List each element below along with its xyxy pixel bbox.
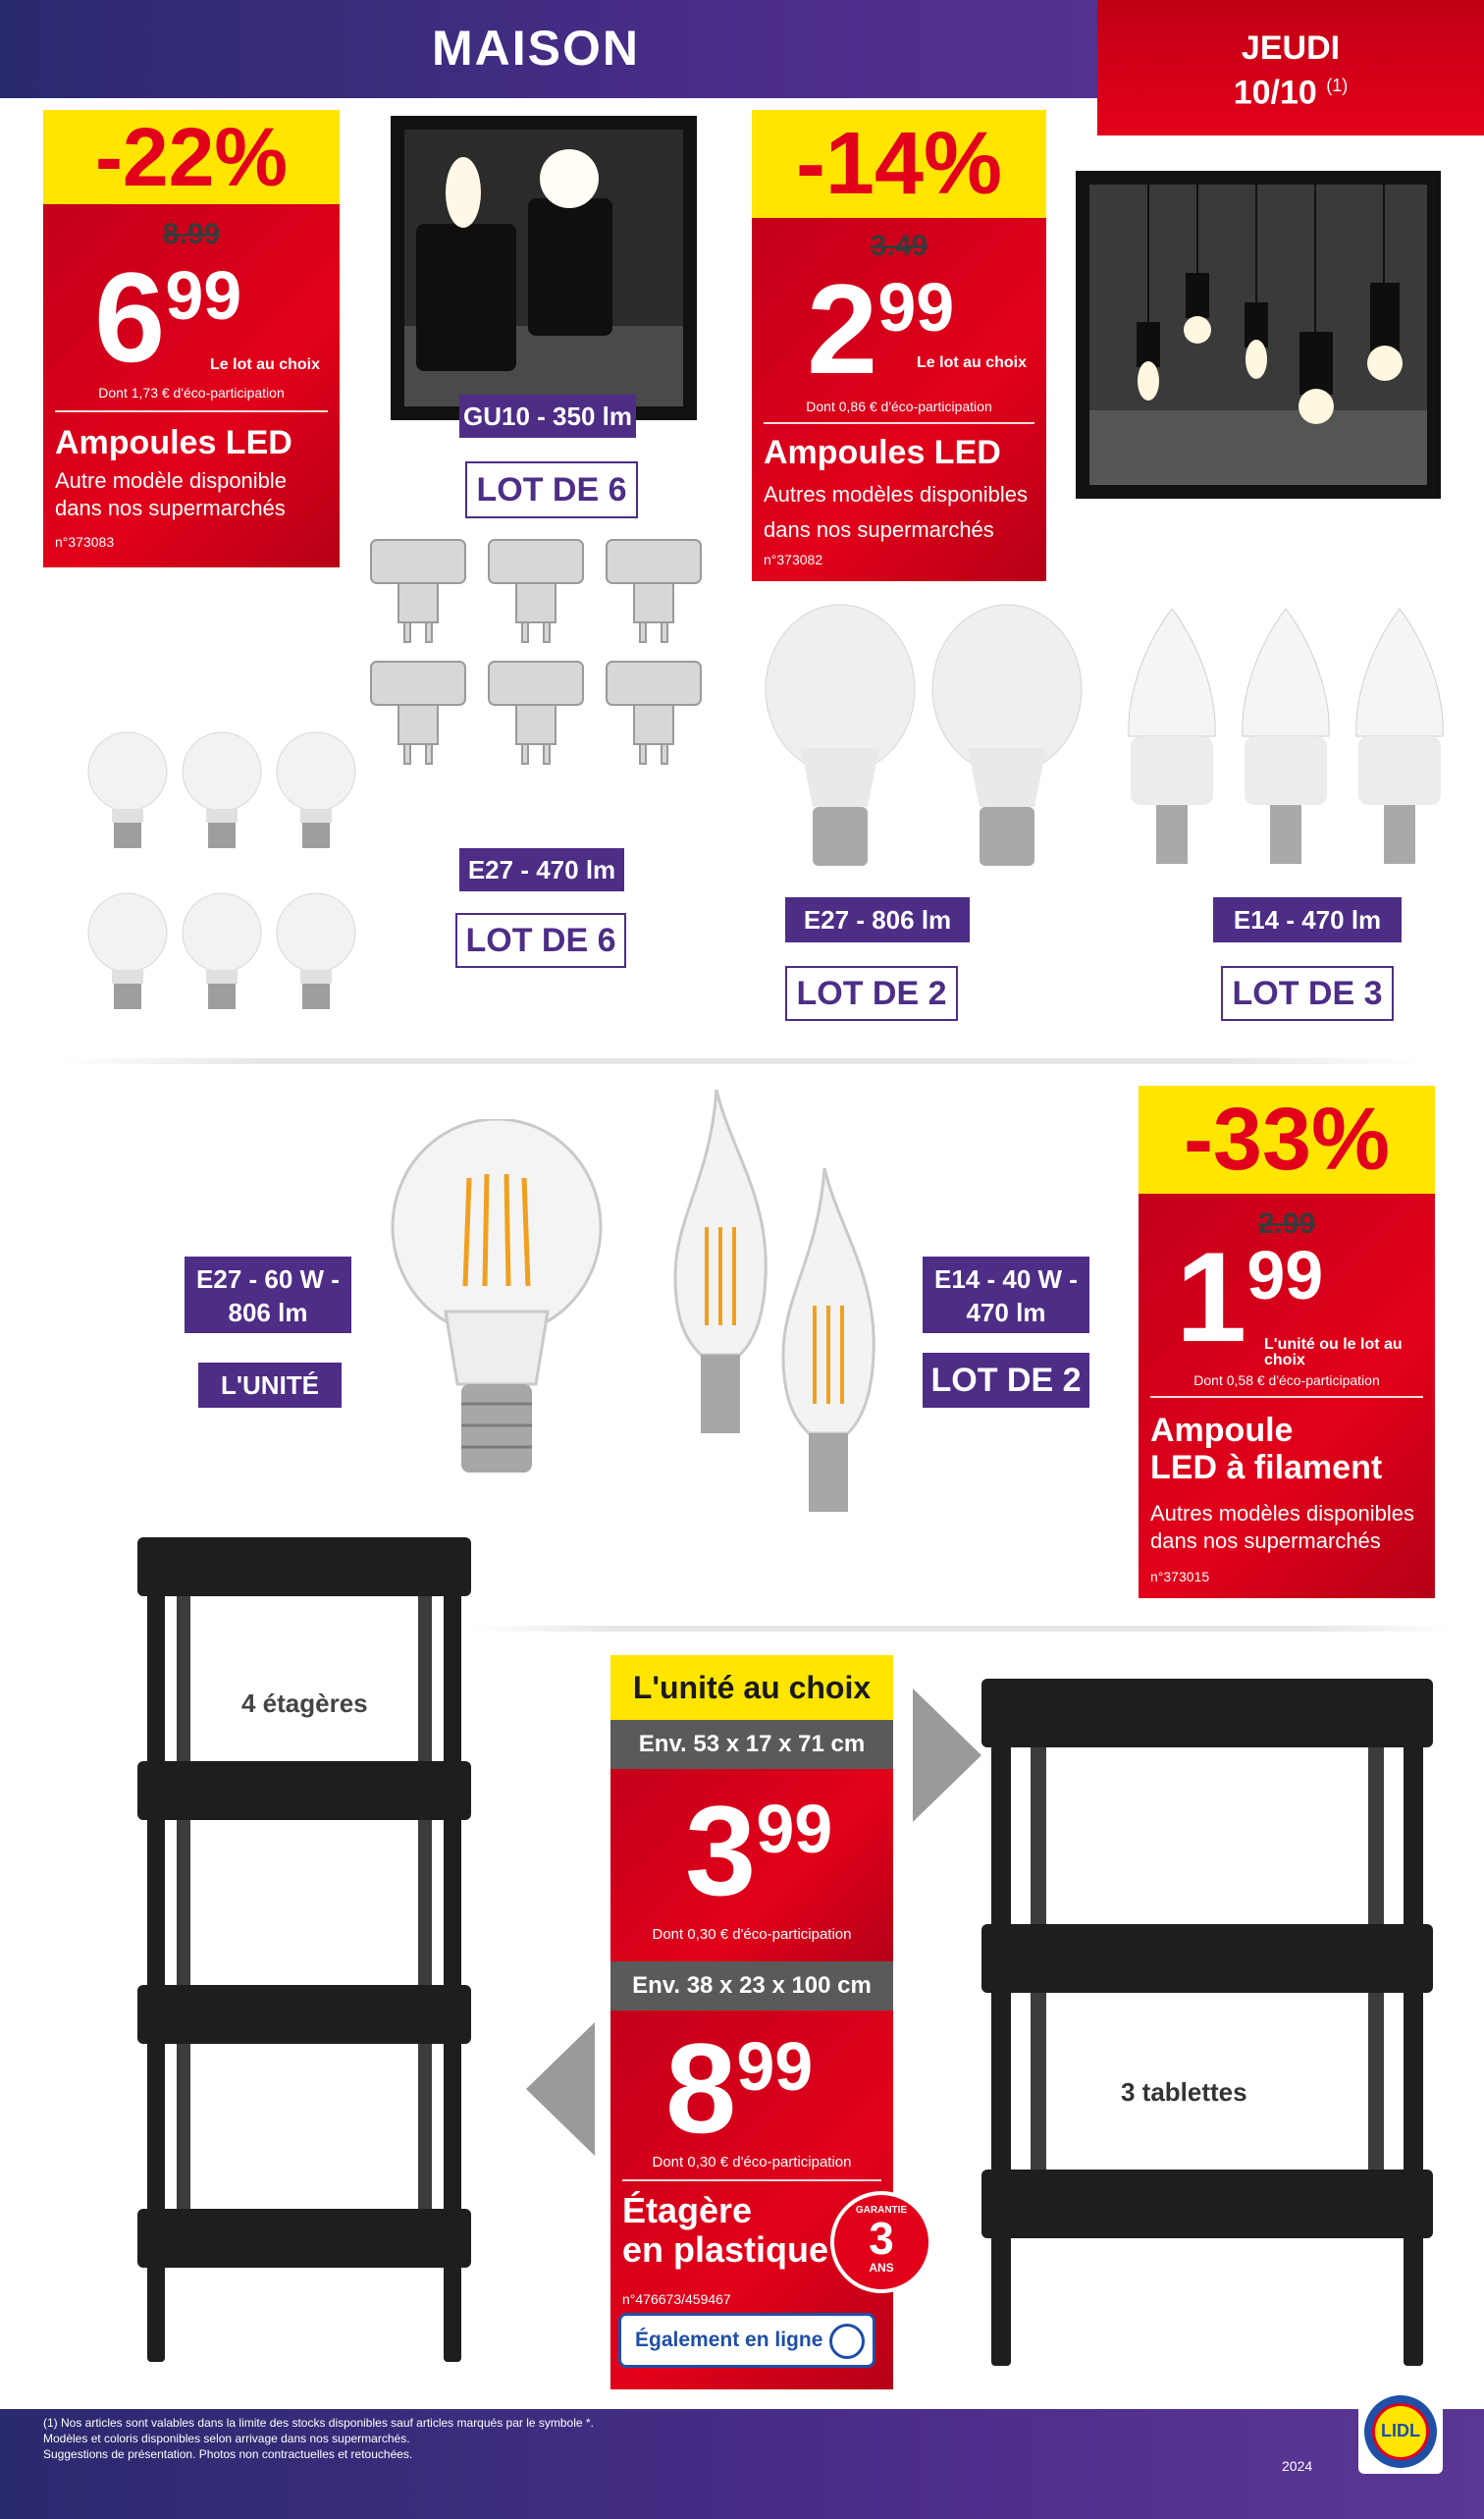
old-price: 8.99 xyxy=(162,218,221,250)
e27-806-bulbs-image xyxy=(762,601,1095,885)
product-title: Ampoules LED xyxy=(764,434,1001,471)
date-value: 10/10 xyxy=(1233,74,1317,112)
lot-label: L'UNITÉ xyxy=(198,1363,342,1408)
pointer-hand-icon xyxy=(829,2324,865,2359)
lamp-photo xyxy=(391,116,697,420)
product-ref: n°373082 xyxy=(764,552,823,567)
discount-badge: -14% xyxy=(752,110,1046,218)
lot-label: LOT DE 6 xyxy=(465,461,638,518)
shelf-4-tiers-image xyxy=(137,1537,471,2372)
product-ref: n°476673/459467 xyxy=(622,2291,731,2307)
eco-participation: Dont 0,30 € d'éco-participation xyxy=(652,1926,852,1943)
shelf-label-left: 4 étagères xyxy=(241,1688,368,1718)
eco-participation: Dont 0,86 € d'éco-participation xyxy=(806,399,992,414)
footer-year: 2024 xyxy=(1282,2458,1313,2474)
price-unit: Le lot au choix xyxy=(917,354,1028,371)
spec-label: E27 - 806 lm xyxy=(785,897,970,942)
offer-header: L'unité au choix xyxy=(610,1655,893,1720)
e27-bulbs-image xyxy=(82,730,367,1045)
filament-bulb-image xyxy=(389,1119,605,1492)
guarantee-seal: GARANTIE 3 ANS xyxy=(830,2191,932,2293)
size-label: Env. 38 x 23 x 100 cm xyxy=(610,1961,893,2010)
pendant-lights-image xyxy=(1089,185,1427,485)
gu10-bulbs-image xyxy=(365,536,709,779)
footnotes: (1) Nos articles sont valables dans la limite des stocks disponibles sauf articles marqués par le symbole *. Modèles et coloris disponibles selon arrivage dans nos supermarchés. Suggestions de présentation. Photos non contractuelles et retouchées. xyxy=(43,2416,594,2461)
lot-label: LOT DE 3 xyxy=(1221,966,1394,1021)
product-ref: n°373015 xyxy=(1150,1569,1210,1584)
shelf-label-right: 3 tablettes xyxy=(1121,2077,1247,2107)
lot-label: LOT DE 2 xyxy=(923,1353,1089,1408)
spec-label: E14 - 40 W - 470 lm xyxy=(923,1257,1089,1333)
product-title: Ampoule LED à filament xyxy=(1150,1412,1383,1486)
lot-label: LOT DE 6 xyxy=(455,913,626,968)
section-divider xyxy=(59,1058,1425,1064)
price-tag xyxy=(610,1769,893,1961)
discount-badge: -33% xyxy=(1139,1086,1435,1194)
spec-label: E27 - 470 lm xyxy=(459,848,624,891)
price: 899 xyxy=(665,2016,814,2160)
table-lamps-image xyxy=(404,130,683,406)
price-unit: L'unité ou le lot au choix xyxy=(1264,1336,1403,1368)
price: 399 xyxy=(685,1779,833,1922)
shelf-3-tiers-image xyxy=(981,1679,1433,2372)
arrow-left-icon xyxy=(526,2022,595,2156)
spec-label: GU10 - 350 lm xyxy=(459,395,636,438)
price: 199 xyxy=(1176,1225,1324,1368)
eco-participation: Dont 1,73 € d'éco-participation xyxy=(98,385,285,401)
arrow-right-icon xyxy=(913,1688,981,1822)
product-description: Autre modèle disponible dans nos supermarchés xyxy=(55,468,288,520)
price-tag xyxy=(1139,1194,1435,1598)
old-price: 2.99 xyxy=(1257,1207,1316,1240)
size-label: Env. 53 x 17 x 71 cm xyxy=(610,1720,893,1769)
pendant-photo xyxy=(1076,171,1441,499)
price: 699 xyxy=(94,245,242,389)
separator xyxy=(622,2179,881,2181)
separator xyxy=(55,410,328,412)
separator xyxy=(764,422,1034,424)
price-tag xyxy=(752,218,1046,581)
product-description: Autres modèles disponibles dans nos supermarchés xyxy=(1150,1501,1415,1553)
price-tag xyxy=(43,204,340,567)
lidl-logo: LIDL xyxy=(1358,2389,1443,2474)
lot-label: LOT DE 2 xyxy=(785,966,958,1021)
spec-label: E27 - 60 W - 806 lm xyxy=(185,1257,351,1333)
price: 299 xyxy=(807,257,955,401)
price-unit: Le lot au choix xyxy=(210,356,321,373)
product-title: Étagère en plastique xyxy=(622,2190,829,2270)
product-title: Ampoules LED xyxy=(55,424,292,461)
online-button[interactable]: Également en ligne xyxy=(618,2313,875,2368)
eco-participation: Dont 0,58 € d'éco-participation xyxy=(1193,1372,1380,1388)
e14-candle-bulbs-image xyxy=(1123,609,1466,884)
product-ref: n°373083 xyxy=(55,534,115,550)
filament-candle-bulbs-image xyxy=(662,1090,897,1567)
section-divider xyxy=(471,1626,1453,1632)
separator xyxy=(1150,1396,1423,1398)
section-title: MAISON xyxy=(432,21,640,76)
date-day: JEUDI xyxy=(1241,29,1341,67)
date-badge xyxy=(1097,0,1484,135)
spec-label: E14 - 470 lm xyxy=(1213,897,1402,942)
old-price: 3.49 xyxy=(870,230,928,262)
product-description: Autres modèles disponibles dans nos supermarchés xyxy=(764,482,1029,542)
eco-participation: Dont 0,30 € d'éco-participation xyxy=(652,2154,852,2171)
date-note: (1) xyxy=(1326,76,1349,95)
discount-badge: -22% xyxy=(43,110,340,204)
